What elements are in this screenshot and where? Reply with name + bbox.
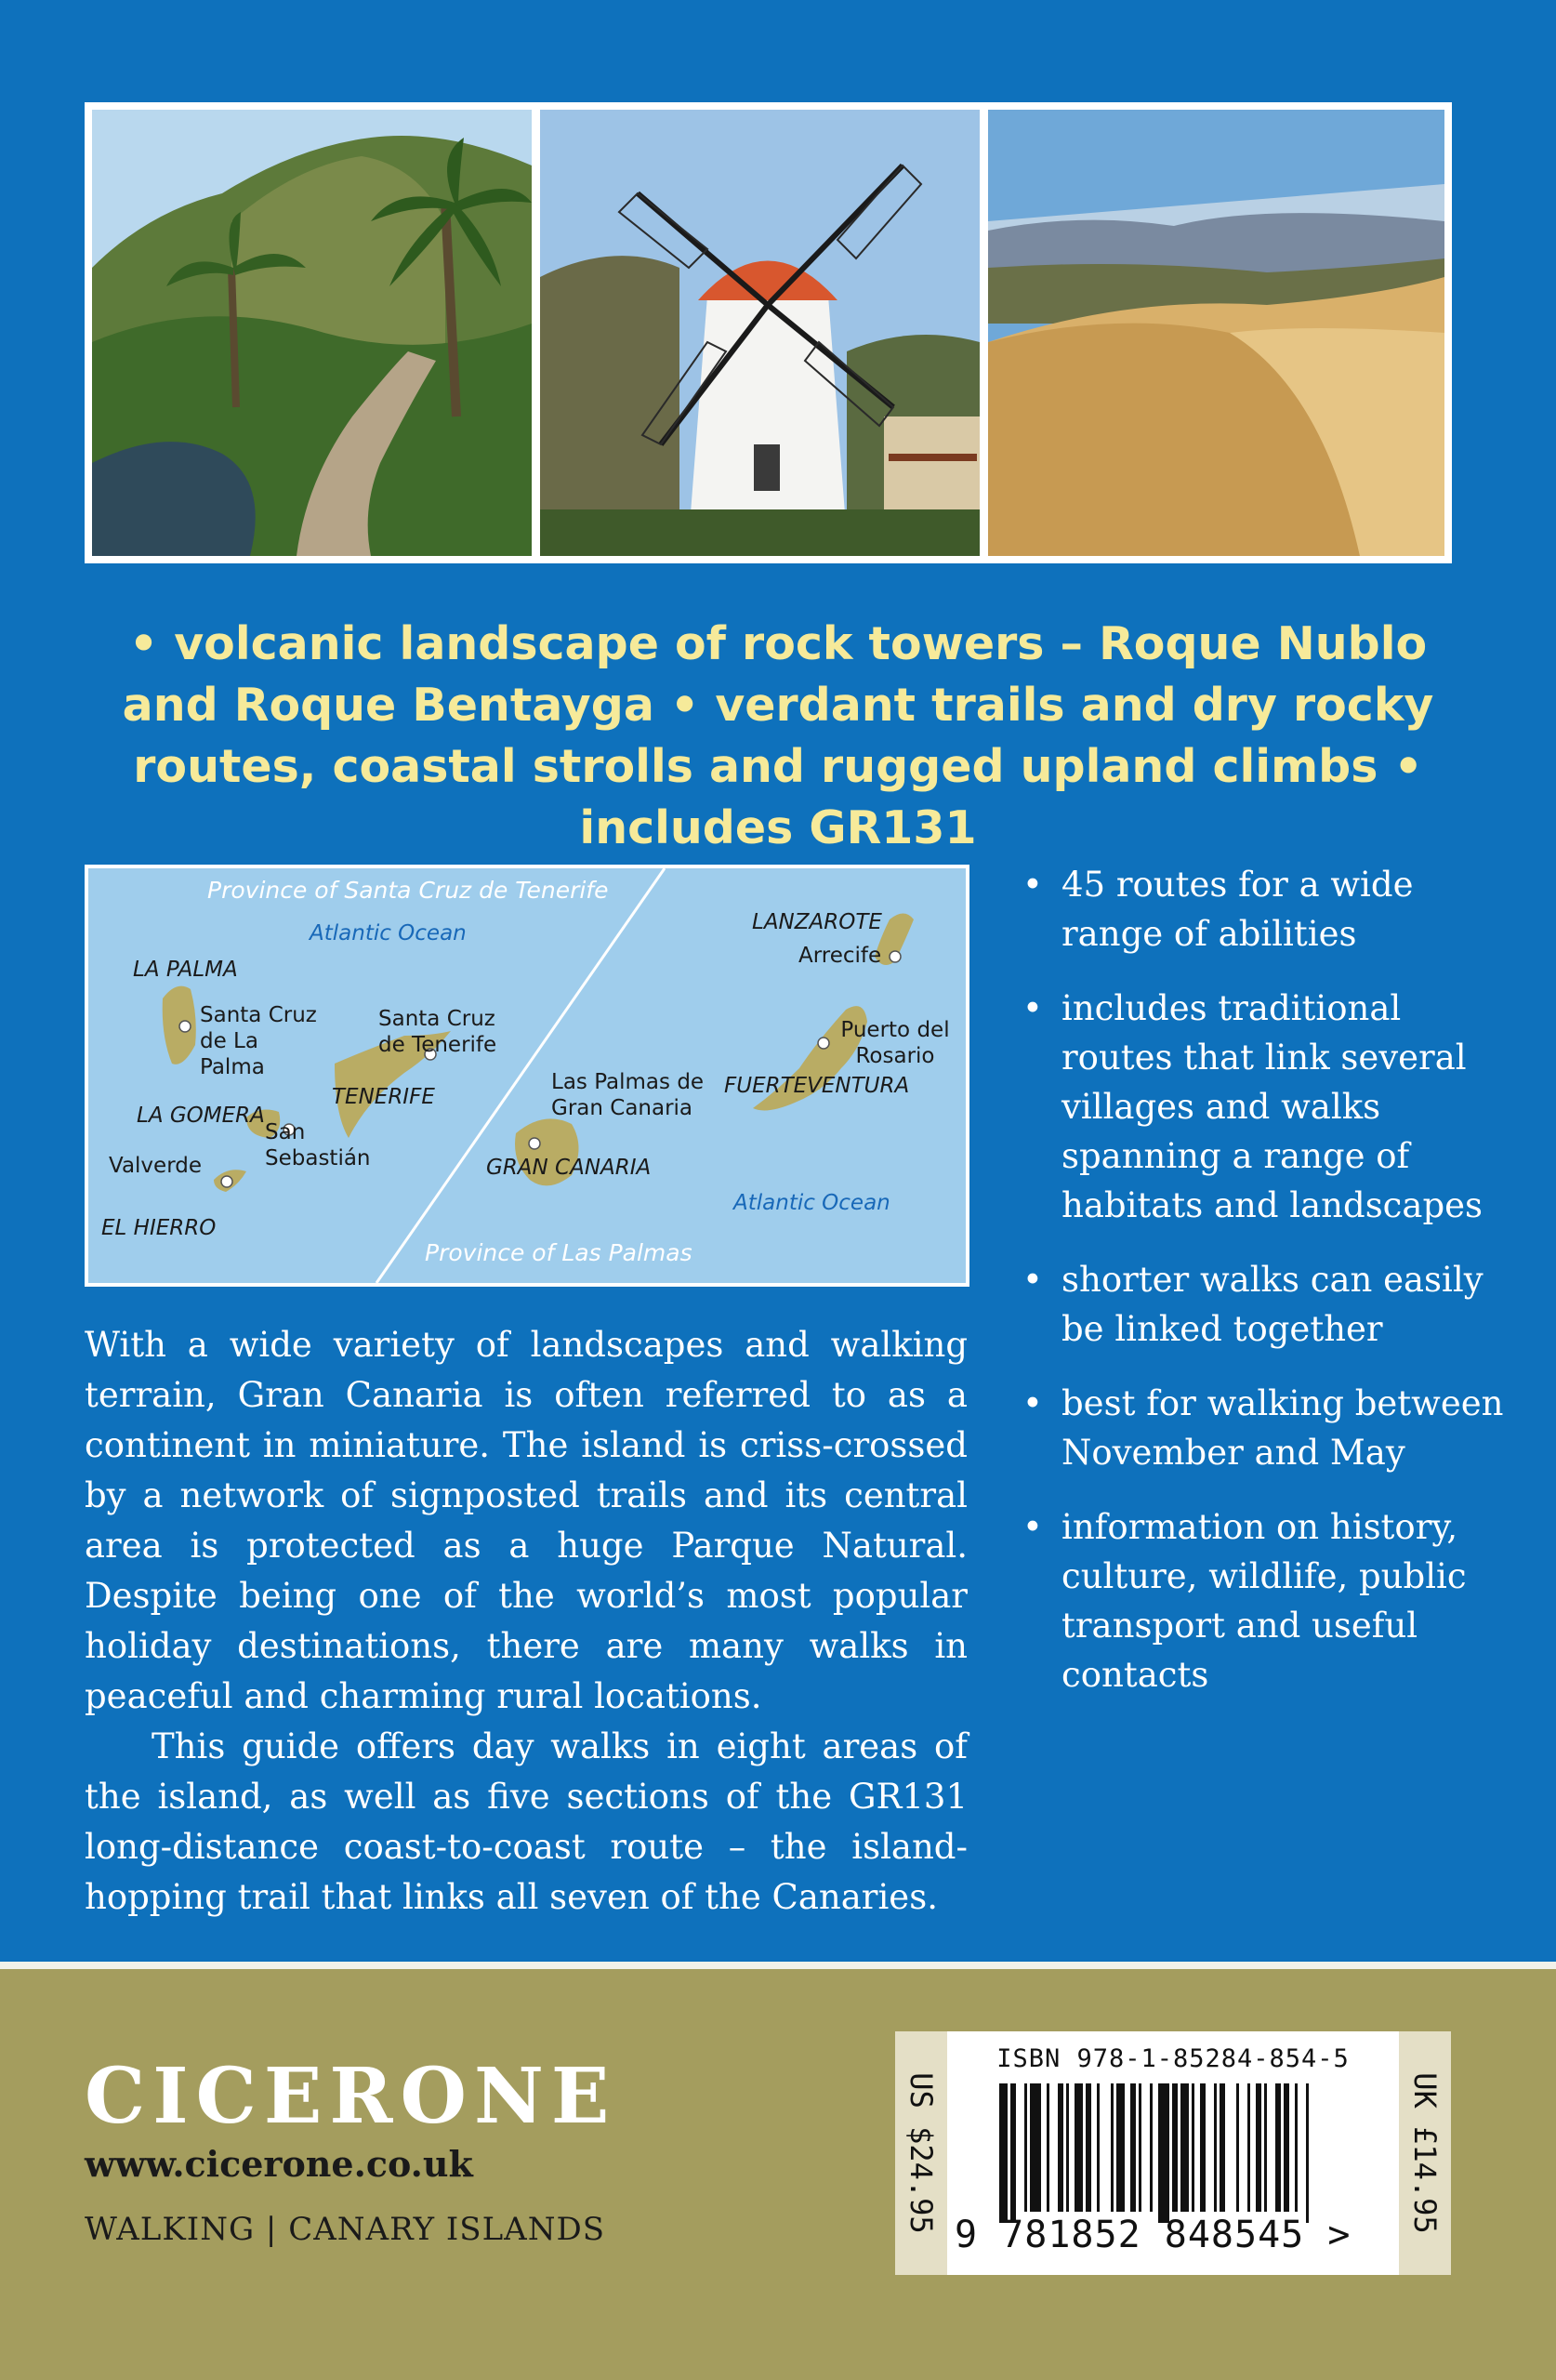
barcode-bar (1256, 2083, 1261, 2212)
island-label-la-gomera: LA GOMERA (137, 1104, 265, 1128)
bullet-glyph: • (1022, 1260, 1043, 1300)
feature-item (1022, 860, 1506, 959)
feature-item (1022, 1502, 1506, 1699)
canary-islands-map (85, 865, 969, 1287)
island-label-fuerteventura: FUERTEVENTURA (724, 1074, 910, 1098)
barcode-bar (1116, 2083, 1125, 2212)
barcode-bar (1284, 2083, 1289, 2212)
town-label-santa-cruz-tenerife: Santa Cruz de Tenerife (378, 1007, 497, 1057)
barcode-bar (1150, 2083, 1153, 2212)
barcode-bar (1295, 2083, 1298, 2212)
feature-item (1022, 984, 1506, 1230)
ocean-label-west: Atlantic Ocean (310, 921, 467, 945)
feature-text: 45 routes for a wide range of abilities (1062, 865, 1414, 954)
barcode-bar (1066, 2083, 1069, 2212)
photo-strip (85, 102, 1452, 563)
book-category: WALKING | CANARY ISLANDS (85, 2211, 606, 2248)
bullet-glyph: • (1022, 1383, 1043, 1423)
barcode-panel (895, 2031, 1451, 2275)
bullet-glyph: • (1022, 988, 1043, 1028)
photo-dunes (988, 110, 1444, 556)
barcode-bar (1030, 2083, 1041, 2212)
town-label-valverde: Valverde (109, 1154, 202, 1178)
description-paragraph-2: This guide offers day walks in eight areas of the island, as well as five sections of the GR131 long-distance coast-to-coast route – the island-hopping trail that links all seven of the Canaries. (85, 1726, 968, 1917)
barcode-number: 9 781852 848545 > (955, 2214, 1352, 2256)
barcode-bar (1130, 2083, 1136, 2212)
barcode-bar (1047, 2083, 1049, 2212)
description (85, 1320, 968, 1923)
barcode-bar (1220, 2083, 1225, 2212)
feature-list (1022, 860, 1506, 1725)
feature-text: shorter walks can easily be linked together (1062, 1260, 1483, 1349)
ocean-label-east: Atlantic Ocean (733, 1191, 890, 1215)
price-us-text: US $24.95 (903, 2072, 939, 2234)
feature-text: information on history, culture, wildlife, public transport and useful contacts (1062, 1507, 1467, 1695)
town-label-las-palmas: Las Palmas de Gran Canaria (551, 1070, 705, 1120)
province-label-santa-cruz: Province of Santa Cruz de Tenerife (207, 877, 609, 904)
feature-item (1022, 1379, 1506, 1477)
photo-palm-trail (92, 110, 532, 556)
barcode-bar (1172, 2083, 1178, 2212)
divider (0, 1962, 1556, 1969)
price-us (895, 2031, 947, 2275)
publisher-website[interactable]: www.cicerone.co.uk (85, 2143, 473, 2185)
town-label-san-sebastian: San Sebastián (265, 1120, 371, 1170)
barcode-area (947, 2031, 1399, 2275)
barcode-bar (1086, 2083, 1091, 2212)
island-label-el-hierro: EL HIERRO (101, 1216, 217, 1240)
barcode-bar (1236, 2083, 1239, 2212)
photo-windmill (540, 110, 980, 556)
barcode-bar (1097, 2083, 1100, 2212)
bullet-glyph: • (1022, 865, 1043, 905)
feature-text: includes traditional routes that link several villages and walks spanning a range of habitats and landscapes (1062, 988, 1483, 1225)
barcode-bar (1158, 2083, 1169, 2223)
island-label-tenerife: TENERIFE (332, 1085, 435, 1109)
barcode-bar (1247, 2083, 1250, 2212)
feature-text: best for walking between November and May (1062, 1383, 1504, 1473)
publisher-logo: CICERONE (85, 2052, 617, 2141)
feature-item (1022, 1255, 1506, 1354)
price-uk (1399, 2031, 1451, 2275)
barcode-bar (1180, 2083, 1189, 2212)
barcode-bar (1200, 2083, 1206, 2212)
barcode-bar (1214, 2083, 1217, 2212)
barcode-bar (1264, 2083, 1267, 2212)
island-label-la-palma: LA PALMA (133, 958, 238, 982)
barcode-bar (1075, 2083, 1083, 2212)
barcode-bar (1010, 2083, 1016, 2223)
province-label-las-palmas: Province of Las Palmas (425, 1239, 692, 1266)
town-label-santa-cruz-la-palma: Santa Cruz de La Palma (200, 1003, 317, 1079)
barcode-bar (1192, 2083, 1194, 2212)
barcode-bar (1111, 2083, 1114, 2212)
tagline: • volcanic landscape of rock towers – Roque Nublo and Roque Bentayga • verdant trails and dry rocky routes, coastal strolls and rugged upland climbs • includes GR131 (122, 617, 1434, 854)
barcode-bar (1275, 2083, 1281, 2212)
price-uk-text: UK £14.95 (1407, 2072, 1443, 2234)
town-label-arrecife: Arrecife (798, 944, 882, 968)
barcode-bar (999, 2083, 1008, 2223)
island-label-lanzarote: LANZAROTE (752, 910, 882, 934)
bullet-glyph: • (1022, 1507, 1043, 1547)
barcode-bar (1058, 2083, 1063, 2212)
isbn-text: ISBN 978-1-85284-854-5 (996, 2044, 1350, 2073)
barcode-bar (1306, 2083, 1309, 2223)
barcode-bar (1024, 2083, 1027, 2212)
barcode-bar (1139, 2083, 1141, 2212)
town-label-puerto-del-rosario: Puerto del Rosario (840, 1018, 950, 1068)
description-paragraph-1: With a wide variety of landscapes and walking terrain, Gran Canaria is often referred to as a continent in miniature. The island is criss-crossed by a network of signposted trails and its central area is protected as a huge Parque Natural. Despite being one of the world’s most popular holiday destinations, there are many walks in peaceful and charming rural locations. (85, 1325, 968, 1716)
island-label-gran-canaria: GRAN CANARIA (486, 1156, 652, 1180)
